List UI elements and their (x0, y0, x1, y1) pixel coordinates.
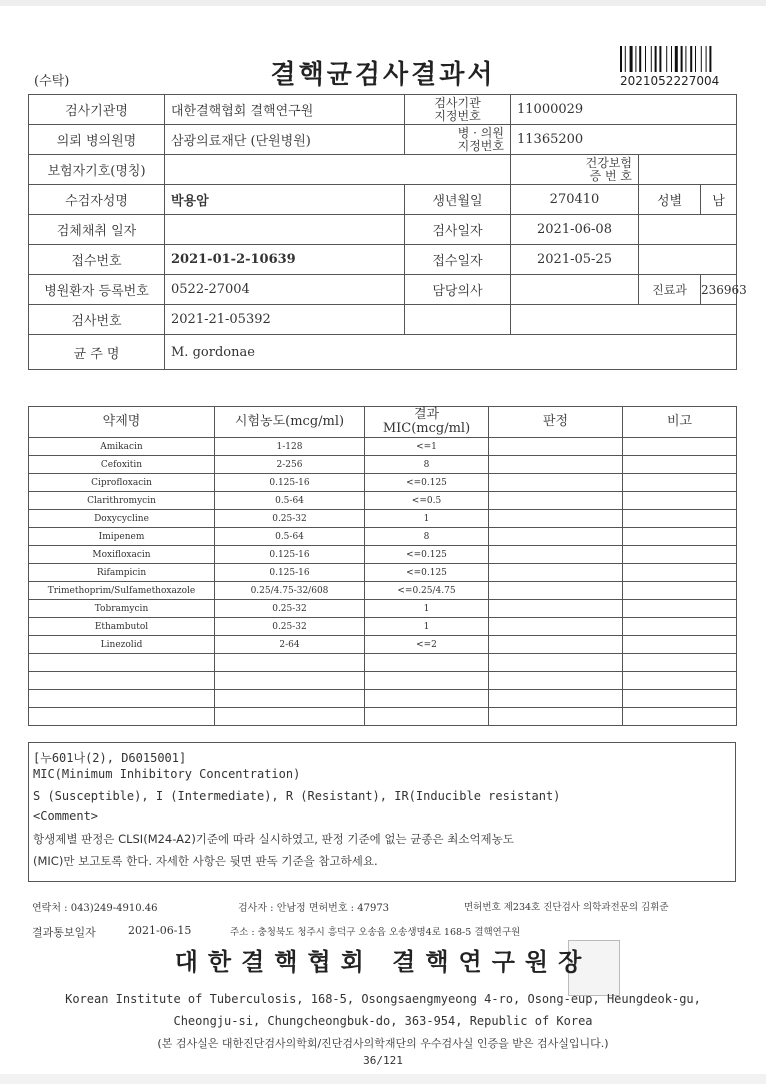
collection-date-label: 검체채취 일자 (29, 215, 165, 245)
lab-label: 검사기관명 (29, 95, 165, 125)
interpretation-cell (489, 600, 623, 618)
test-no-blank-1 (405, 305, 511, 335)
interpretation-cell (489, 492, 623, 510)
note-cell (623, 690, 737, 708)
interpretation-cell (489, 636, 623, 654)
mic-result-cell: 8 (365, 456, 489, 474)
drug-name-cell (29, 690, 215, 708)
address: 주소 : 충청북도 청주시 흥덕구 오송읍 오송생명4로 168-5 결핵연구원 (230, 927, 521, 938)
drug-row (29, 672, 737, 690)
col-range: 시험농도(mcg/ml) (215, 407, 365, 438)
doctor-value (511, 275, 639, 305)
comment-mic-def: MIC(Minimum Inhibitory Concentration) (33, 767, 301, 781)
test-range-cell: 0.25/4.75-32/608 (215, 582, 365, 600)
contact: 연락처 : 043)249-4910.46 (32, 903, 158, 914)
test-range-cell: 0.125-16 (215, 564, 365, 582)
col-interpretation: 판정 (489, 407, 623, 438)
comment-sir-def: S (Susceptible), I (Intermediate), R (Resistant), IR(Inducible resistant) (33, 789, 561, 803)
sex-label: 성별 (639, 185, 701, 215)
mic-result-cell (365, 672, 489, 690)
test-no-value: 2021-21-05392 (165, 305, 405, 335)
hospital-code-value: 11365200 (511, 125, 737, 155)
report-date-label: 결과통보일자 (32, 926, 96, 939)
drug-name-cell: Moxifloxacin (29, 546, 215, 564)
doctor-label: 담당의사 (405, 275, 511, 305)
drug-row (29, 492, 737, 510)
receipt-date-value: 2021-05-25 (511, 245, 639, 275)
test-range-cell: 0.125-16 (215, 474, 365, 492)
english-address-1: Korean Institute of Tuberculosis, 168-5, Osongsaengmyeong 4-ro, Osong-eup, Heungdeok-gu, (65, 992, 701, 1006)
drug-name-cell: Imipenem (29, 528, 215, 546)
col-drug: 약제명 (29, 407, 215, 438)
receipt-date-label: 접수일자 (405, 245, 511, 275)
mic-result-cell: 1 (365, 618, 489, 636)
mic-result-cell: <=0.25/4.75 (365, 582, 489, 600)
interpretation-cell (489, 672, 623, 690)
note-cell (623, 654, 737, 672)
barcode-number: 2021052227004 (620, 74, 720, 88)
interpretation-cell (489, 708, 623, 726)
test-range-cell (215, 672, 365, 690)
test-range-cell: 2-256 (215, 456, 365, 474)
hospital-label: 의뢰 병의원명 (29, 125, 165, 155)
mic-result-cell: 8 (365, 528, 489, 546)
report-date: 2021-06-15 (128, 924, 192, 937)
document-title: 결핵균검사결과서 (270, 60, 496, 90)
interpretation-cell (489, 690, 623, 708)
interpretation-cell (489, 510, 623, 528)
hospital-code-label: 병 · 의원 지정번호 (405, 125, 511, 155)
test-range-cell: 0.25-32 (215, 510, 365, 528)
organism-value: M. gordonae (165, 335, 737, 370)
mic-result-cell: 1 (365, 510, 489, 528)
test-range-cell: 2-64 (215, 636, 365, 654)
mic-result-cell: <=0.125 (365, 564, 489, 582)
insured-value (165, 155, 511, 185)
top-border (0, 0, 766, 6)
test-range-cell: 0.5-64 (215, 528, 365, 546)
note-cell (623, 510, 737, 528)
drug-name-cell (29, 708, 215, 726)
drug-susceptibility-table (28, 406, 737, 726)
test-range-cell: 1-128 (215, 438, 365, 456)
note-cell (623, 564, 737, 582)
note-cell (623, 582, 737, 600)
note-cell (623, 600, 737, 618)
note-cell (623, 528, 737, 546)
drug-name-cell: Tobramycin (29, 600, 215, 618)
test-date-blank (639, 215, 737, 245)
test-date-value: 2021-06-08 (511, 215, 639, 245)
drug-row (29, 600, 737, 618)
mic-result-cell: <=2 (365, 636, 489, 654)
dob-label: 생년월일 (405, 185, 511, 215)
interpretation-cell (489, 546, 623, 564)
lab-code-label: 검사기관 지정번호 (405, 95, 511, 125)
test-range-cell: 0.125-16 (215, 546, 365, 564)
collection-date-value (165, 215, 405, 245)
interpretation-cell (489, 438, 623, 456)
drug-row (29, 546, 737, 564)
test-range-cell (215, 654, 365, 672)
drug-name-cell (29, 672, 215, 690)
drug-row (29, 654, 737, 672)
patient-name-label: 수검자성명 (29, 185, 165, 215)
certification-note: (본 검사실은 대한진단검사의학회/진단검사의학재단의 우수검사실 인증을 받은 검사실입니다.) (157, 1037, 609, 1050)
note-cell (623, 474, 737, 492)
drug-name-cell: Cefoxitin (29, 456, 215, 474)
drug-row (29, 510, 737, 528)
drug-row (29, 636, 737, 654)
drug-name-cell: Doxycycline (29, 510, 215, 528)
dept-value: 236963 (701, 275, 737, 305)
mic-result-cell: <=0.125 (365, 546, 489, 564)
dob-value: 270410 (511, 185, 639, 215)
drug-row (29, 690, 737, 708)
dept-label: 진료과 (639, 275, 701, 305)
test-range-cell: 0.25-32 (215, 600, 365, 618)
patient-reg-label: 병원환자 등록번호 (29, 275, 165, 305)
drug-name-cell: Ciprofloxacin (29, 474, 215, 492)
note-cell (623, 672, 737, 690)
mic-result-cell: 1 (365, 600, 489, 618)
page-number: 36/121 (363, 1054, 403, 1067)
mic-result-cell (365, 708, 489, 726)
mic-result-cell (365, 654, 489, 672)
insurance-card-value (639, 155, 737, 185)
comment-code: [누601나(2), D6015001] (33, 751, 187, 765)
receipt-no-value: 2021-01-2-10639 (165, 245, 405, 275)
drug-row (29, 618, 737, 636)
mic-result-cell (365, 690, 489, 708)
note-cell (623, 636, 737, 654)
interpretation-cell (489, 582, 623, 600)
drug-row (29, 474, 737, 492)
drug-row (29, 438, 737, 456)
test-range-cell: 0.25-32 (215, 618, 365, 636)
drug-name-cell: Rifampicin (29, 564, 215, 582)
mic-result-cell: <=1 (365, 438, 489, 456)
patient-name-value: 박용암 (165, 185, 405, 215)
note-cell (623, 708, 737, 726)
note-cell (623, 618, 737, 636)
receipt-date-blank (639, 245, 737, 275)
interpretation-cell (489, 528, 623, 546)
drug-name-cell (29, 654, 215, 672)
col-result: 결과 MIC(mcg/ml) (365, 407, 489, 438)
organism-label: 균 주 명 (29, 335, 165, 370)
barcode-image (620, 46, 728, 72)
drug-row (29, 528, 737, 546)
mic-result-cell: <=0.125 (365, 474, 489, 492)
insured-label: 보험자기호(명칭) (29, 155, 165, 185)
mic-result-cell: <=0.5 (365, 492, 489, 510)
consignment-label: (수탁) (34, 74, 70, 89)
sex-value: 남 (701, 185, 737, 215)
organization-name: 대한결핵협회 결핵연구원장 (174, 947, 592, 976)
interpretation-cell (489, 456, 623, 474)
test-no-blank-2 (511, 305, 737, 335)
bottom-border (0, 1074, 766, 1084)
note-cell (623, 546, 737, 564)
english-address-2: Cheongju-si, Chungcheongbuk-do, 363-954, Republic of Korea (173, 1014, 593, 1028)
interpretation-cell (489, 654, 623, 672)
test-range-cell (215, 708, 365, 726)
drug-name-cell: Clarithromycin (29, 492, 215, 510)
drug-name-cell: Amikacin (29, 438, 215, 456)
drug-row (29, 582, 737, 600)
comment-box (28, 742, 736, 882)
drug-name-cell: Trimethoprim/Sulfamethoxazole (29, 582, 215, 600)
lab-value: 대한결핵협회 결핵연구원 (165, 95, 405, 125)
insurance-card-label: 건강보험 증 번 호 (511, 155, 639, 185)
note-cell (623, 438, 737, 456)
drug-row (29, 456, 737, 474)
specialist: 면허번호 제234호 진단검사 의학과전문의 김휘준 (464, 902, 669, 913)
hospital-value: 삼광의료재단 (단원병원) (165, 125, 405, 155)
patient-info-table (28, 94, 747, 370)
test-date-label: 검사일자 (405, 215, 511, 245)
test-range-cell: 0.5-64 (215, 492, 365, 510)
drug-name-cell: Linezolid (29, 636, 215, 654)
test-no-label: 검사번호 (29, 305, 165, 335)
note-cell (623, 492, 737, 510)
lab-code-value: 11000029 (511, 95, 737, 125)
interpretation-cell (489, 564, 623, 582)
comment-text-2: (MIC)만 보고토록 한다. 자세한 사항은 뒷면 판독 기준을 참고하세요. (33, 854, 378, 868)
examiner: 검사자 : 안남정 면허번호 : 47973 (238, 903, 390, 914)
col-note: 비고 (623, 407, 737, 438)
test-range-cell (215, 690, 365, 708)
drug-name-cell: Ethambutol (29, 618, 215, 636)
note-cell (623, 456, 737, 474)
drug-row (29, 708, 737, 726)
receipt-no-label: 접수번호 (29, 245, 165, 275)
patient-reg-value: 0522-27004 (165, 275, 405, 305)
interpretation-cell (489, 618, 623, 636)
interpretation-cell (489, 474, 623, 492)
comment-heading: <Comment> (33, 809, 99, 823)
drug-row (29, 564, 737, 582)
comment-text-1: 항생제별 판정은 CLSI(M24-A2)기준에 따라 실시하였고, 판정 기준에 없는 균종은 최소억제농도 (33, 832, 514, 846)
